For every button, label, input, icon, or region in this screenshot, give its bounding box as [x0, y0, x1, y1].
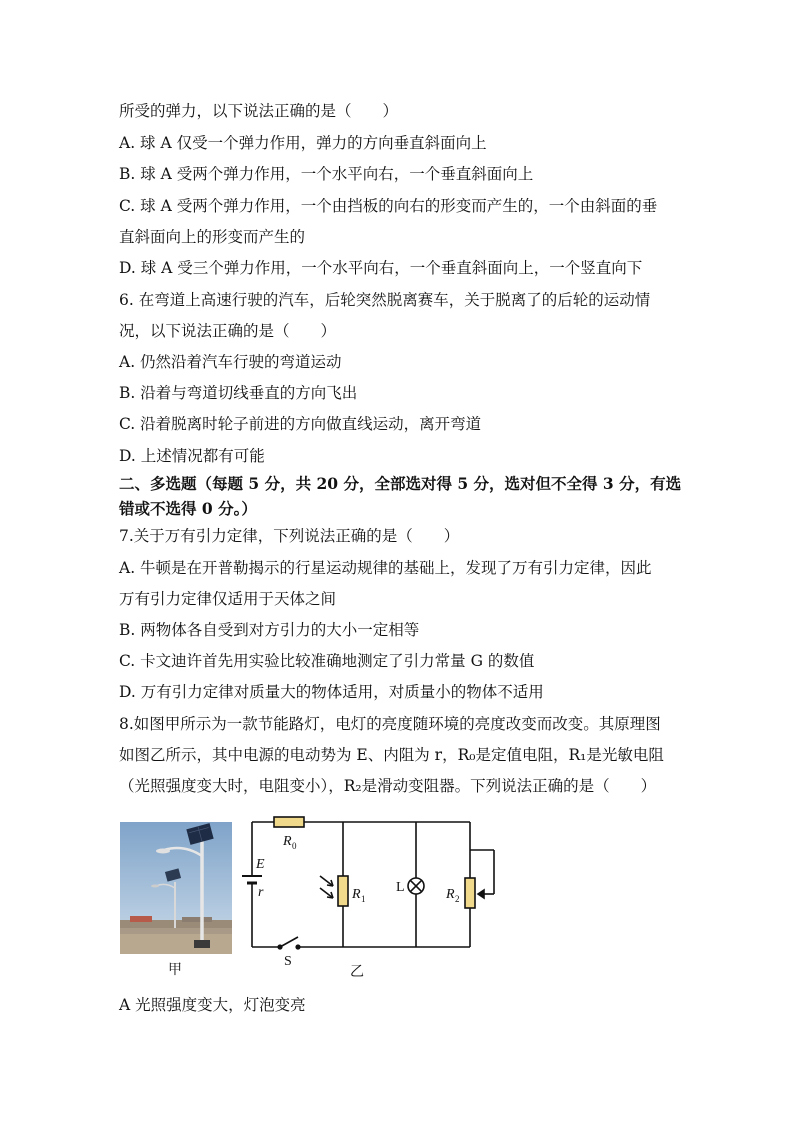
question-7: 7.关于万有引力定律，下列说法正确的是（ ） — [119, 527, 460, 545]
option-c: C. 球 A 受两个弹力作用，一个由挡板的向右的形变而产生的，一个由斜面的垂 — [119, 197, 658, 215]
label-r0-sub: 0 — [292, 841, 297, 851]
text-line: 如图乙所示，其中电源的电动势为 E、内阻为 r，R₀是定值电阻，R₁是光敏电阻 — [119, 746, 664, 764]
option-d: D. 球 A 受三个弹力作用，一个水平向右，一个垂直斜面向上，一个竖直向下 — [119, 259, 643, 277]
photo-caption: 甲 — [168, 962, 182, 978]
option-d: D. 万有引力定律对质量大的物体适用，对质量小的物体不适用 — [119, 683, 544, 701]
option-a: A. 球 A 仅受一个弹力作用，弹力的方向垂直斜面向上 — [119, 134, 487, 152]
resistor-r1 — [338, 876, 348, 906]
resistor-r0 — [274, 817, 304, 827]
option-a: A. 仍然沿着汽车行驶的弯道运动 — [119, 353, 342, 371]
section-heading: 二、多选题（每题 5 分，共 20 分，全部选对得 5 分，选对但不全得 3 分，有选 — [119, 474, 682, 493]
option-d: D. 上述情况都有可能 — [119, 447, 265, 465]
street-lamp-photo — [120, 822, 232, 954]
text-line: 所受的弹力，以下说法正确的是（ ） — [119, 102, 399, 120]
circuit-caption: 乙 — [350, 964, 364, 980]
label-s: S — [284, 954, 292, 969]
switch-lever — [280, 937, 298, 947]
option-c: C. 沿着脱离时轮子前进的方向做直线运动，离开弯道 — [119, 415, 482, 433]
option-a: A. 牛顿是在开普勒揭示的行星运动规律的基础上，发现了万有引力定律，因此 — [119, 559, 652, 577]
question-6: 6. 在弯道上高速行驶的汽车，后轮突然脱离赛车，关于脱离了的后轮的运动情 — [119, 291, 651, 309]
label-e: E — [256, 857, 265, 872]
label-r: r — [258, 885, 264, 900]
label-r2: R — [446, 887, 455, 902]
circuit-diagram — [236, 810, 512, 970]
option-a: A 光照强度变大，灯泡变亮 — [119, 996, 306, 1014]
label-r1-sub: 1 — [361, 894, 366, 904]
question-8: 8.如图甲所示为一款节能路灯，电灯的亮度随环境的亮度改变而改变。其原理图 — [119, 715, 661, 733]
text-line: （光照强度变大时，电阻变小），R₂是滑动变阻器。下列说法正确的是（ ） — [119, 777, 657, 795]
section-heading-cont: 错或不选得 0 分。） — [119, 499, 257, 518]
text-line: 况，以下说法正确的是（ ） — [119, 322, 337, 340]
text-line: 直斜面向上的形变而产生的 — [119, 228, 306, 246]
option-c: C. 卡文迪许首先用实验比较准确地测定了引力常量 G 的数值 — [119, 652, 535, 670]
option-b: B. 球 A 受两个弹力作用，一个水平向右，一个垂直斜面向上 — [119, 165, 534, 183]
text-line: 万有引力定律仅适用于天体之间 — [119, 590, 337, 608]
label-r2-sub: 2 — [455, 894, 460, 904]
label-l: L — [396, 880, 405, 895]
label-r0: R — [283, 834, 292, 849]
slider-arrowhead — [478, 890, 484, 898]
option-b: B. 沿着与弯道切线垂直的方向飞出 — [119, 384, 358, 402]
resistor-r2 — [465, 878, 475, 908]
label-r1: R — [352, 887, 361, 902]
option-b: B. 两物体各自受到对方引力的大小一定相等 — [119, 621, 420, 639]
